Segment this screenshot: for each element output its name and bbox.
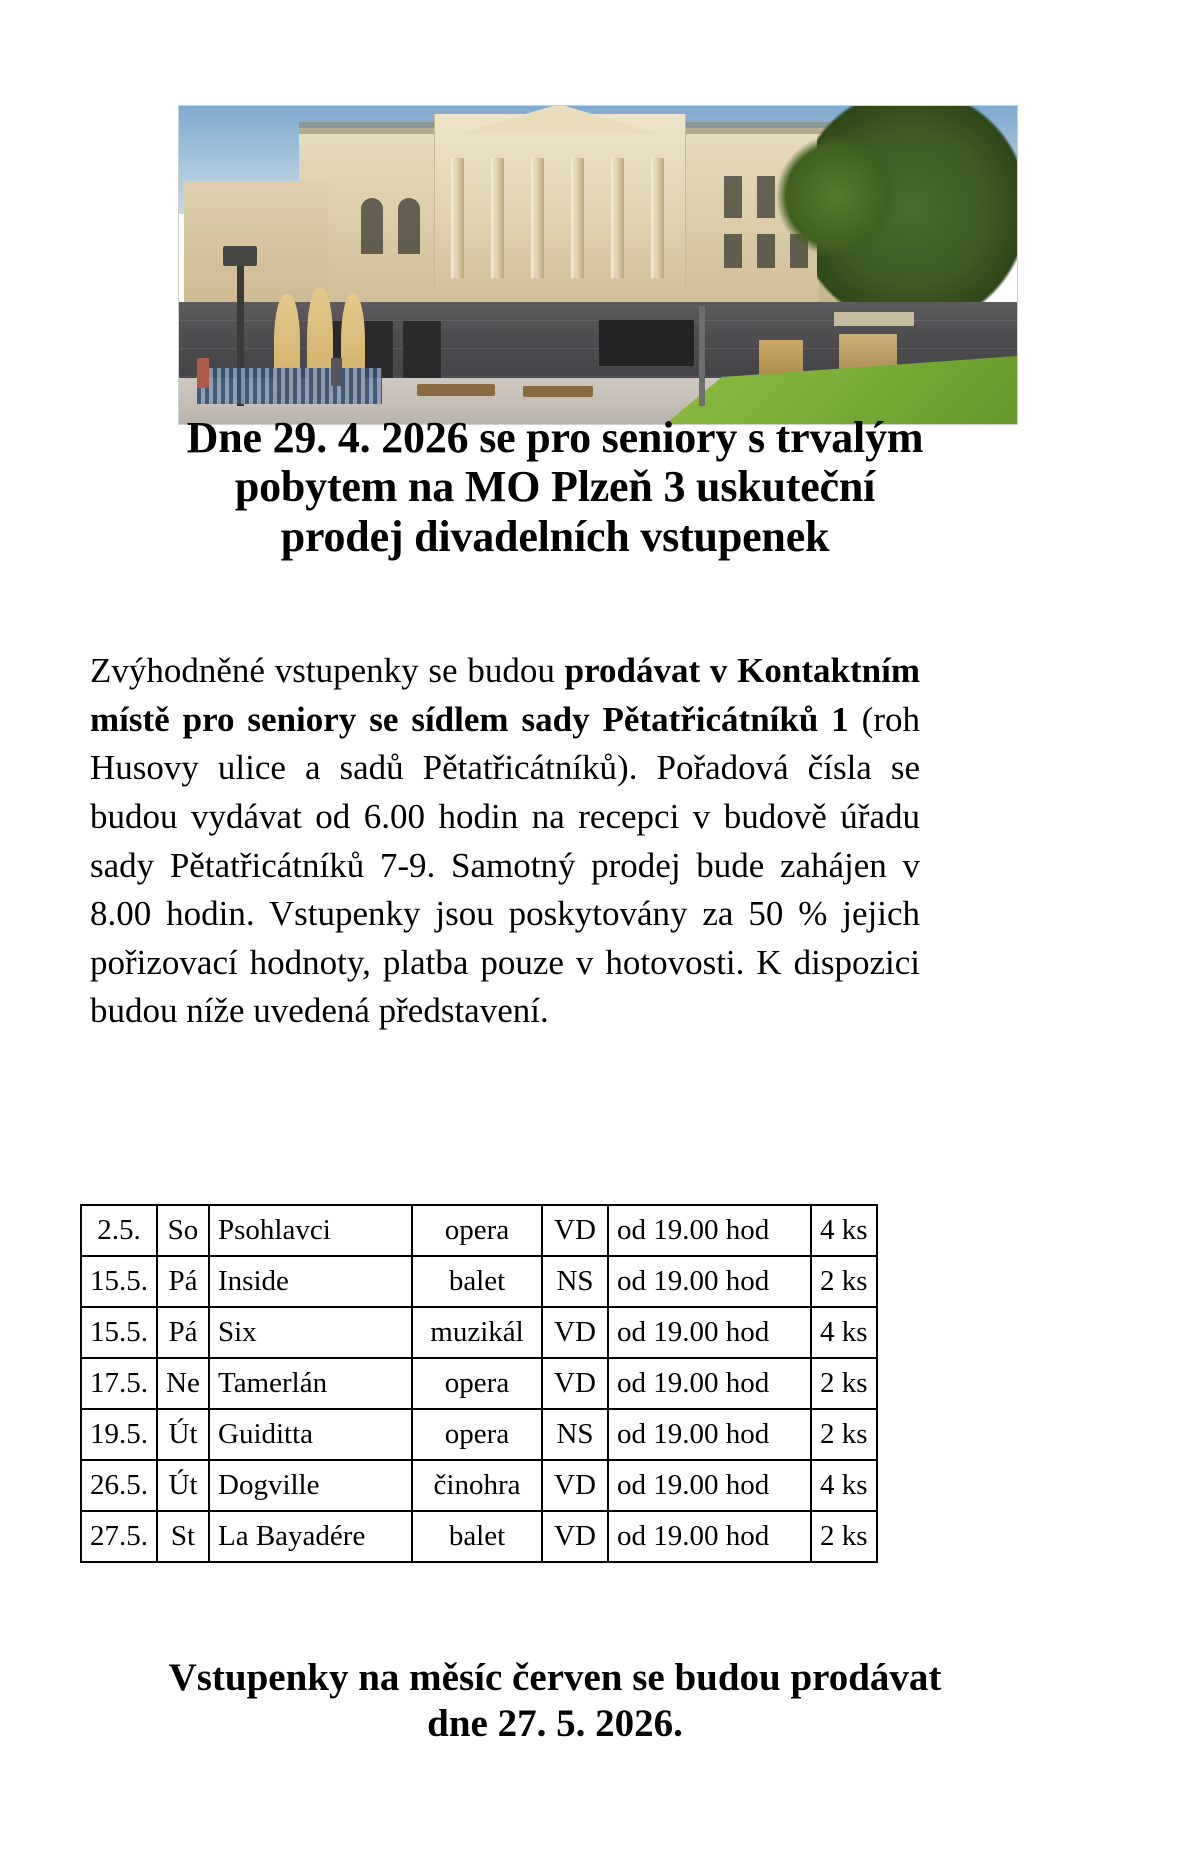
- photo-illustration: [179, 106, 1017, 424]
- cell-venue: VD: [542, 1307, 608, 1358]
- bench: [523, 386, 593, 397]
- window: [361, 198, 383, 254]
- window: [398, 198, 420, 254]
- cell-venue: VD: [542, 1358, 608, 1409]
- cell-quantity: 4 ks: [811, 1460, 877, 1511]
- window: [724, 234, 742, 268]
- cell-date: 15.5.: [81, 1256, 157, 1307]
- body-paragraph: [90, 647, 920, 1036]
- cell-venue: VD: [542, 1460, 608, 1511]
- theatre-building-photo: [178, 105, 1018, 425]
- cell-venue: VD: [542, 1511, 608, 1562]
- table-row: [81, 1409, 877, 1460]
- cell-day: St: [157, 1511, 209, 1562]
- cell-time: od 19.00 hod: [608, 1511, 811, 1562]
- glass-panel: [599, 320, 694, 366]
- cell-quantity: 4 ks: [811, 1307, 877, 1358]
- table-row: [81, 1511, 877, 1562]
- cell-quantity: 2 ks: [811, 1256, 877, 1307]
- body-segment-rest: (roh Husovy ulice a sadů Pětatřicátníků). Pořadová čísla se budou vydávat od 6.00 hodin na recepci v budově úřadu sady Pětatřicátníků 7-9. Samotný prodej bude zahájen v 8.00 hodin. Vstupenky jsou poskytovány za 50 % jejich pořizovací hodnoty, platba pouze v hotovosti. K dispozici budou níže uvedená představení.: [90, 699, 920, 1031]
- cell-quantity: 4 ks: [811, 1205, 877, 1256]
- table-row: [81, 1460, 877, 1511]
- cell-title: La Bayadére: [209, 1511, 412, 1562]
- cell-title: Inside: [209, 1256, 412, 1307]
- cell-time: od 19.00 hod: [608, 1307, 811, 1358]
- body-segment-intro: Zvýhodněné vstupenky se budou: [90, 651, 565, 690]
- cell-genre: opera: [412, 1358, 542, 1409]
- cell-date: 15.5.: [81, 1307, 157, 1358]
- cell-title: Tamerlán: [209, 1358, 412, 1409]
- footer-line: Vstupenky na měsíc červen se budou prodávat: [168, 1656, 942, 1699]
- street-lamp-head: [223, 246, 257, 266]
- person: [331, 358, 342, 386]
- cell-venue: NS: [542, 1256, 608, 1307]
- table-row: [81, 1358, 877, 1409]
- cell-title: Dogville: [209, 1460, 412, 1511]
- cell-time: od 19.00 hod: [608, 1460, 811, 1511]
- window: [757, 176, 775, 218]
- footer-line: dne 27. 5. 2026.: [427, 1702, 683, 1746]
- page-title-line: prodej divadelních vstupenek: [280, 511, 830, 561]
- cell-day: Ne: [157, 1358, 209, 1409]
- cell-genre: muzikál: [412, 1307, 542, 1358]
- tree: [777, 136, 897, 256]
- column: [451, 158, 464, 278]
- outdoor-chairs: [197, 368, 382, 404]
- cell-genre: balet: [412, 1511, 542, 1562]
- cell-title: Guiditta: [209, 1409, 412, 1460]
- page-title-line: pobytem na MO Plzeň 3 uskuteční: [234, 462, 876, 512]
- schedule-table: [80, 1204, 878, 1563]
- page-title: [95, 413, 1015, 561]
- cell-quantity: 2 ks: [811, 1511, 877, 1562]
- cell-genre: balet: [412, 1256, 542, 1307]
- cell-date: 17.5.: [81, 1358, 157, 1409]
- cell-day: Pá: [157, 1256, 209, 1307]
- column: [651, 158, 664, 278]
- cell-date: 2.5.: [81, 1205, 157, 1256]
- cell-date: 27.5.: [81, 1511, 157, 1562]
- cell-time: od 19.00 hod: [608, 1256, 811, 1307]
- pediment: [459, 106, 659, 134]
- window: [724, 176, 742, 218]
- cell-date: 19.5.: [81, 1409, 157, 1460]
- column: [531, 158, 544, 278]
- cell-genre: opera: [412, 1205, 542, 1256]
- theatre-center-block: [434, 114, 686, 289]
- cell-time: od 19.00 hod: [608, 1205, 811, 1256]
- person: [197, 358, 209, 388]
- performance-schedule-table: [80, 1204, 878, 1563]
- schedule-table-body: [81, 1205, 877, 1562]
- cell-quantity: 2 ks: [811, 1409, 877, 1460]
- table-row: [81, 1205, 877, 1256]
- cell-genre: opera: [412, 1409, 542, 1460]
- cell-day: Út: [157, 1460, 209, 1511]
- body-segment-emphasis: prodávat v Kontaktním místě pro seniory se sídlem sady Pětatřicátníků 1: [90, 651, 920, 739]
- column: [611, 158, 624, 278]
- cell-genre: činohra: [412, 1460, 542, 1511]
- cell-date: 26.5.: [81, 1460, 157, 1511]
- cell-venue: NS: [542, 1409, 608, 1460]
- cell-title: Psohlavci: [209, 1205, 412, 1256]
- cell-day: So: [157, 1205, 209, 1256]
- table-row: [81, 1307, 877, 1358]
- window: [757, 234, 775, 268]
- bench: [417, 384, 495, 396]
- footer-note: [95, 1655, 1015, 1747]
- cell-title: Six: [209, 1307, 412, 1358]
- cell-quantity: 2 ks: [811, 1358, 877, 1409]
- signage-band: [834, 312, 914, 326]
- cell-venue: VD: [542, 1205, 608, 1256]
- table-row: [81, 1256, 877, 1307]
- column: [491, 158, 504, 278]
- bollard: [699, 306, 705, 406]
- page-title-line: Dne 29. 4. 2026 se pro seniory s trvalým: [186, 413, 924, 462]
- cell-time: od 19.00 hod: [608, 1409, 811, 1460]
- cell-time: od 19.00 hod: [608, 1358, 811, 1409]
- column: [571, 158, 584, 278]
- cell-day: Út: [157, 1409, 209, 1460]
- cell-day: Pá: [157, 1307, 209, 1358]
